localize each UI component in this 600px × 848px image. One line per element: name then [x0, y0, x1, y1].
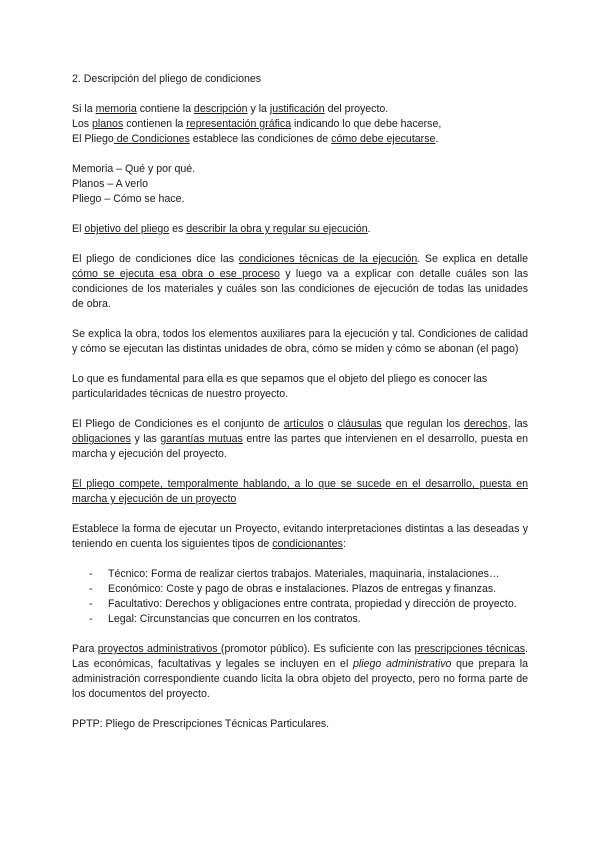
objective-paragraph: El objetivo del pliego es describir la obra y regular su ejecución.	[72, 223, 371, 235]
explanation-paragraph: Se explica la obra, todos los elementos auxiliares para la ejecución y tal. Condiciones de calidad y cómo se ejecutan las distintas unidades de obra, cómo se miden y cómo se abonan (el pago)	[72, 328, 528, 355]
document-page	[72, 72, 528, 747]
intro-line-pliego: El Pliego de Condiciones establece las condiciones de cómo debe ejecutarse.	[72, 133, 439, 145]
list-item-tecnico: - Técnico: Forma de realizar ciertos trabajos. Materiales, maquinaria, instalaciones…	[89, 568, 500, 580]
intro-paragraph	[72, 102, 528, 147]
articles-paragraph: El Pliego de Condiciones es el conjunto de artículos o cláusulas que regulan los derechos, las obligaciones y las garantías mutuas entre las partes que intervienen en el desarrollo, puesta en marcha y ejecución del proyecto.	[72, 418, 529, 460]
list-item-legal: - Legal: Circunstancias que concurren en los contratos.	[89, 613, 361, 625]
technical-conditions-paragraph: El pliego de condiciones dice las condiciones técnicas de la ejecución. Se explica en detalle cómo se ejecuta esa obra o ese proceso y luego va a explicar con detalle cuáles son las condiciones de los materiales y cuáles son las condiciones de ejecución de todas las unidades de obra.	[72, 253, 529, 310]
summary-memoria: Memoria – Qué y por qué.	[72, 163, 196, 175]
list-item-facultativo: - Facultativo: Derechos y obligaciones entre contrata, propiedad y dirección de proyecto.	[89, 598, 517, 610]
administrative-paragraph: Para proyectos administrativos (promotor público). Es suficiente con las prescripciones técnicas. Las económicas, facultativas y legales se incluyen en el pliego administrativo que prepara la administración correspondiente cuando licita la obra objeto del proyecto, pero no forma parte de los documentos del proyecto.	[72, 643, 528, 700]
intro-line-planos: Los planos contienen la representación gráfica indicando lo que debe hacerse,	[72, 118, 442, 130]
conditions-list	[72, 567, 528, 627]
establece-paragraph: Establece la forma de ejecutar un Proyecto, evitando interpretaciones distintas a las deseadas y teniendo en cuenta los siguientes tipos de condicionantes:	[72, 523, 528, 550]
fundamental-paragraph: Lo que es fundamental para ella es que sepamos que el objeto del pliego es conocer las particularidades técnicas de nuestro proyecto.	[72, 373, 488, 400]
list-item-economico: - Económico: Coste y pago de obras e instalaciones. Plazos de entregas y finanzas.	[89, 583, 497, 595]
pptp-paragraph: PPTP: Pliego de Prescripciones Técnicas Particulares.	[72, 718, 330, 730]
intro-line-memoria: Si la memoria contiene la descripción y la justificación del proyecto.	[72, 103, 389, 115]
compete-paragraph: El pliego compete, temporalmente hablando, a lo que se sucede en el desarrollo, puesta en marcha y ejecución de un proyecto	[72, 478, 528, 505]
summary-paragraph	[72, 162, 528, 207]
summary-pliego: Pliego – Cómo se hace.	[72, 193, 185, 205]
summary-planos: Planos – A verlo	[72, 178, 148, 190]
section-heading: 2. Descripción del pliego de condiciones	[72, 73, 262, 85]
